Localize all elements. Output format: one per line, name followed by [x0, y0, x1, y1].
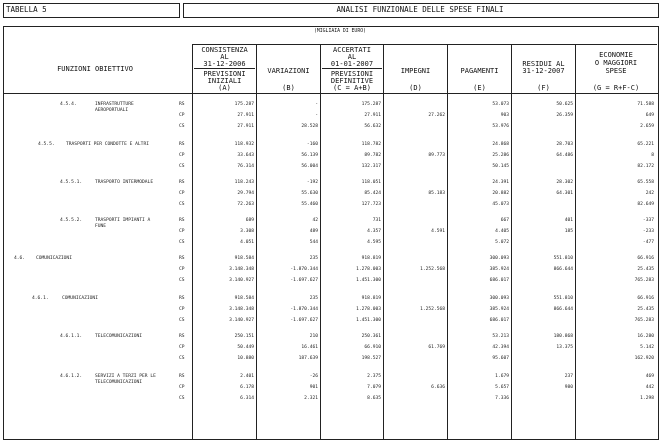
table-cell: 10.880 [237, 356, 254, 361]
table-cell: -1.870.344 [290, 307, 318, 312]
table-cell: 29.794 [237, 191, 254, 196]
table-cell: 27.911 [237, 113, 254, 118]
table-cell: 65.221 [637, 142, 654, 147]
table-cell: 235 [309, 296, 318, 301]
table-cell: 5.072 [495, 240, 509, 245]
table-cell: 66.916 [637, 296, 654, 301]
table-cell: 16.280 [637, 334, 654, 339]
row-kind: RS [179, 180, 185, 185]
row-kind: CP [179, 191, 185, 196]
table-cell: 127.723 [361, 202, 381, 207]
table-cell: 45.073 [492, 202, 509, 207]
table-cell: 765.283 [634, 278, 654, 283]
table-cell: 1.252.568 [420, 307, 445, 312]
table-cell: 4.595 [367, 240, 381, 245]
table-cell: 24.868 [492, 142, 509, 147]
group-code: 4.6.1.1. [60, 334, 83, 339]
table-cell: 551.810 [553, 296, 573, 301]
table-cell: - [315, 102, 318, 107]
table-cell: 866.644 [553, 307, 573, 312]
group-label: TRASPORTO INTERMODALE [95, 180, 154, 185]
row-kind: CS [179, 396, 185, 401]
table-cell: 442 [645, 385, 654, 390]
table-cell: 544 [309, 240, 318, 245]
table-cell: 3.308 [240, 229, 254, 234]
table-cell: 5.657 [495, 385, 509, 390]
group-code: 4.5.5.1. [60, 180, 83, 185]
table-cell: 50.145 [492, 164, 509, 169]
row-kind: RS [179, 218, 185, 223]
table-cell: 4.405 [495, 229, 509, 234]
table-cell: 95.607 [492, 356, 509, 361]
group-code: 4.6. [14, 256, 26, 261]
group-label: TRASPORTI IMPIANTI A [95, 218, 151, 223]
table-cell: 918.819 [361, 256, 381, 261]
table-cell: 903 [500, 113, 509, 118]
group-label: COMUNICAZIONI [62, 296, 98, 301]
table-cell: 56.139 [301, 153, 318, 158]
table-cell: 667 [500, 218, 509, 223]
table-cell: 198.527 [361, 356, 381, 361]
table-cell: 649 [645, 113, 654, 118]
table-cell: 7.079 [367, 385, 381, 390]
table-cell: 2.375 [367, 374, 381, 379]
table-cell: 13.375 [556, 345, 573, 350]
group-label: INFRASTRUTTURE [95, 102, 134, 107]
table-title: ANALISI FUNZIONALE DELLE SPESE FINALI [336, 5, 504, 14]
table-cell: 64.486 [556, 153, 573, 158]
table-cell: 918.819 [361, 296, 381, 301]
row-kind: RS [179, 334, 185, 339]
table-cell: 300.093 [489, 256, 509, 261]
table-cell: 85.183 [428, 191, 445, 196]
table-cell: 250.151 [234, 334, 254, 339]
group-code: 4.5.5.2. [60, 218, 83, 223]
table-cell: 731 [372, 218, 381, 223]
table-cell: 27.911 [237, 124, 254, 129]
group-label: SERVIZI A TERZI PER LE [95, 374, 156, 379]
table-cell: 689 [245, 218, 254, 223]
table-cell: 242 [645, 191, 654, 196]
row-kind: RS [179, 142, 185, 147]
table-cell: 85.424 [364, 191, 381, 196]
table-cell: 25.435 [637, 307, 654, 312]
row-kind: CP [179, 385, 185, 390]
table-cell: 3.140.927 [229, 278, 254, 283]
table-cell: 16.461 [301, 345, 318, 350]
table-cell: 2.321 [304, 396, 318, 401]
table-cell: 33.643 [237, 153, 254, 158]
table-cell: -26 [309, 374, 318, 379]
row-kind: CP [179, 113, 185, 118]
table-cell: 64.301 [556, 191, 573, 196]
table-cell: 2.659 [640, 124, 654, 129]
table-cell: 686.017 [489, 318, 509, 323]
table-cell: 66.916 [637, 256, 654, 261]
table-cell: -233 [642, 229, 654, 234]
group-label: FUNE [95, 224, 107, 229]
table-cell: 25.286 [492, 153, 509, 158]
table-cell: 980 [564, 385, 573, 390]
table-cell: 765.283 [634, 318, 654, 323]
table-cell: 1.298 [640, 396, 654, 401]
table-cell: 8.635 [367, 396, 381, 401]
row-kind: CP [179, 267, 185, 272]
row-kind: CS [179, 240, 185, 245]
table-cell: 4.591 [431, 229, 445, 234]
table-cell: 918.584 [234, 256, 254, 261]
table-cell: 25.435 [637, 267, 654, 272]
group-label: TELECOMUNICAZIONI [95, 334, 143, 339]
table-cell: 3.140.927 [229, 318, 254, 323]
table-cell: 1.679 [495, 374, 509, 379]
table-cell: 385.924 [489, 267, 509, 272]
table-cell: 61.769 [428, 345, 445, 350]
table-label: TABELLA 5 [6, 5, 47, 14]
units-subtitle: (MIGLIAIA DI EURO) [314, 29, 366, 34]
table-cell: 1.451.300 [356, 278, 381, 283]
row-kind: CS [179, 356, 185, 361]
table-cell: 3.148.348 [229, 307, 254, 312]
table-cell: 187.639 [298, 356, 318, 361]
table-cell: 250.361 [361, 334, 381, 339]
group-label: TRASPORTI PER CONDOTTE E ALTRI [66, 142, 149, 147]
row-kind: CS [179, 124, 185, 129]
table-cell: 55.460 [301, 202, 318, 207]
table-cell: 237 [564, 374, 573, 379]
table-cell: 1.278.003 [356, 307, 381, 312]
table-cell: 5.142 [640, 345, 654, 350]
table-cell: 27.262 [428, 113, 445, 118]
table-cell: 6.636 [431, 385, 445, 390]
table-cell: 82.649 [637, 202, 654, 207]
table-cell: 28.703 [556, 142, 573, 147]
table-cell: 2.401 [240, 374, 254, 379]
row-kind: CP [179, 345, 185, 350]
table-cell: 28.302 [556, 180, 573, 185]
row-kind: CS [179, 278, 185, 283]
table-cell: 489 [309, 229, 318, 234]
group-code: 4.5.4. [60, 102, 77, 107]
table-cell: -477 [642, 240, 654, 245]
table-cell: 180.868 [553, 334, 573, 339]
table-cell: 918.584 [234, 296, 254, 301]
table-cell: 162.920 [634, 356, 654, 361]
table-cell: 55.630 [301, 191, 318, 196]
table-cell: 4.357 [367, 229, 381, 234]
row-kind: CS [179, 318, 185, 323]
table-cell: 6.314 [240, 396, 254, 401]
row-kind: CS [179, 164, 185, 169]
row-kind: RS [179, 296, 185, 301]
table-cell: -337 [642, 218, 654, 223]
table-cell: 401 [564, 218, 573, 223]
table-cell: 175.287 [361, 102, 381, 107]
table-cell: 72.263 [237, 202, 254, 207]
table-cell: 385.924 [489, 307, 509, 312]
table-cell: 50.625 [556, 102, 573, 107]
group-code: 4.6.1. [32, 296, 49, 301]
table-cell: 24.391 [492, 180, 509, 185]
table-cell: 65.558 [637, 180, 654, 185]
table-cell: 132.317 [361, 164, 381, 169]
table-cell: 42.394 [492, 345, 509, 350]
row-kind: CP [179, 229, 185, 234]
table-cell: -192 [306, 180, 318, 185]
table-cell: 89.782 [364, 153, 381, 158]
table-cell: 1.451.300 [356, 318, 381, 323]
table-cell: 300.093 [489, 296, 509, 301]
group-label: COMUNICAZIONI [36, 256, 72, 261]
table-cell: 185 [564, 229, 573, 234]
table-cell: 76.314 [237, 164, 254, 169]
table-cell: 4.051 [240, 240, 254, 245]
table-cell: 1.252.568 [420, 267, 445, 272]
row-kind: CP [179, 153, 185, 158]
table-cell: 66.910 [364, 345, 381, 350]
table-cell: -1.697.627 [290, 278, 318, 283]
table-cell: -1.870.344 [290, 267, 318, 272]
table-cell: 175.287 [234, 102, 254, 107]
table-cell: 8 [651, 153, 654, 158]
table-cell: 42 [312, 218, 318, 223]
table-cell: 118.243 [234, 180, 254, 185]
table-cell: 56.632 [364, 124, 381, 129]
table-cell: 901 [309, 385, 318, 390]
table-cell: 3.148.348 [229, 267, 254, 272]
table-cell: 53.073 [492, 102, 509, 107]
table-cell: 118.782 [361, 142, 381, 147]
table-cell: 118.051 [361, 180, 381, 185]
table-cell: 27.911 [364, 113, 381, 118]
table-cell: 89.773 [428, 153, 445, 158]
table-cell: 210 [309, 334, 318, 339]
table-cell: -160 [306, 142, 318, 147]
table-cell: 56.004 [301, 164, 318, 169]
table-cell: 28.528 [301, 124, 318, 129]
table-cell: - [315, 113, 318, 118]
group-code: 4.6.1.2. [60, 374, 83, 379]
table-cell: 551.810 [553, 256, 573, 261]
table-cell: 20.882 [492, 191, 509, 196]
row-kind: RS [179, 256, 185, 261]
table-cell: 53.213 [492, 334, 509, 339]
table-cell: 1.278.003 [356, 267, 381, 272]
table-cell: 71.588 [637, 102, 654, 107]
col-funzioni: FUNZIONI OBIETTIVO [57, 65, 133, 73]
table-cell: 469 [645, 374, 654, 379]
row-kind: CP [179, 307, 185, 312]
table-cell: 53.976 [492, 124, 509, 129]
row-kind: CS [179, 202, 185, 207]
group-code: 4.5.5. [38, 142, 55, 147]
table-cell: 7.336 [495, 396, 509, 401]
table-cell: 26.359 [556, 113, 573, 118]
table-cell: 866.644 [553, 267, 573, 272]
table-cell: 235 [309, 256, 318, 261]
group-label: TELECOMUNICAZIONI [95, 380, 143, 385]
table-cell: 686.017 [489, 278, 509, 283]
document-page: TABELLA 5 ANALISI FUNZIONALE DELLE SPESE FINALI (MIGLIAIA DI EURO) FUNZIONI OBIETTIVO CONSISTENZA AL 31-12-2006 PREVISIONI INIZIALI (A) VARIAZIONI (B) ACCERTATI AL 01-01-2007 PREVISIONI DEFINITIVE (C = A+B) IMPEGNI (D) PAGAMENTI (E) RESIDUI AL 31-12-2007 (F) ECONOMIE O MAGGIORI SPESE (G = R+F-C) 4.5.4. INFRASTRUTTURE AEROPORTUALI RS 175.287 - 175.287 53.073 50.625 71.588 CP 27.911 - 27.911 27.262 903 26.359 649 CS 27.911 28.528 56.632 53.976 2.659 4.5.5. TRASPORTI PER CONDOTTE E ALTRI RS 118.932 -160 118.782 24.868 28.703 65.221 CP 33.643 56.139 89.782 89.773 25.286 64.486 8 CS 76.314 56.004 132.317 50.145 82.172 4.5.5.1. TRASPORTO INTERMODALE RS 118.243 -192 118.051 24.391 28.302 65.558 CP 29.794 55.630 85.424 85.183 20.882 64.301 242 CS 72.263 55.460 127.723 45.073 82.649 4.5.5.2. TRASPORTI IMPIANTI A FUNE RS 689 42 731 667 401 -337 CP 3.308 489 4.357 4.591 4.405 185 -233 CS 4.051 544 4.595 5.072 -477 4.6. COMUNICAZIONI RS 918.584 235 918.819 300.093 551.810 66.916 CP 3.148.348 -1.870.344 1.278.003 1.252.568 385.924 866.644 25.435 CS 3.140.927 -1.697.627 1.451.300 686.017 765.283 4.6.1. COMUNICAZIONI RS 918.584 235 918.819 300.093 551.810 66.916 CP 3.148.348 -1.870.344 1.278.003 1.252.568 385.924 866.644 25.435 CS 3.140.927 -1.697.627 1.451.300 686.017 765.283 4.6.1.1. TELECOMUNICAZIONI RS 250.151 210 250.361 53.213 180.868 16.280 CP 50.449 16.461 66.910 61.769 42.394 13.375 5.142 CS 10.880 187.639 198.527 95.607 162.920 4.6.1.2. SERVIZI A TERZI PER LE TELECOMUNICAZIONI RS 2.401 -26 2.375 1.679 237 469 CP 6.178 901 7.079 6.636 5.657 980 442 CS 6.314 2.321 8.635 7.336 1.298 [0, 0, 662, 444]
table-cell: 82.172 [637, 164, 654, 169]
table-cell: 6.178 [240, 385, 254, 390]
table-cell: 118.932 [234, 142, 254, 147]
group-label: AEROPORTUALI [95, 108, 129, 113]
table-cell: -1.697.627 [290, 318, 318, 323]
table-cell: 50.449 [237, 345, 254, 350]
row-kind: RS [179, 102, 185, 107]
row-kind: RS [179, 374, 185, 379]
